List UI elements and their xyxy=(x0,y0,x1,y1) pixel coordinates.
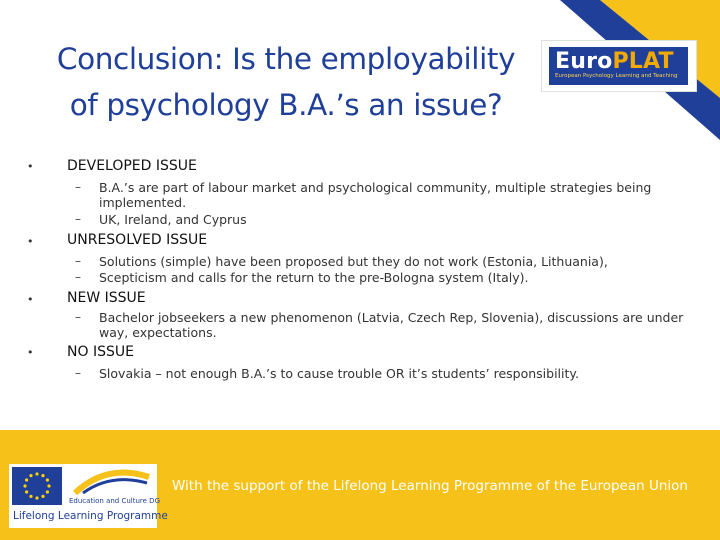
dash-icon: – xyxy=(75,254,81,268)
section-heading-no-issue: NO ISSUE xyxy=(67,344,134,360)
section-item: Slovakia – not enough B.A.’s to cause trouble OR it’s students’ responsibility. xyxy=(99,366,579,381)
bullet-icon: • xyxy=(27,160,34,173)
llp-label: Lifelong Learning Programme xyxy=(13,510,168,522)
section-item: Bachelor jobseekers a new phenomenon (Latvia, Czech Rep, Slovenia), discussions are under way, expectations. xyxy=(99,310,684,340)
bullet-icon: • xyxy=(27,293,34,306)
section-heading-developed: DEVELOPED ISSUE xyxy=(67,158,197,174)
section-heading-new: NEW ISSUE xyxy=(67,290,146,306)
title-line-1: Conclusion: Is the employability xyxy=(56,42,516,76)
logo-euro: Euro xyxy=(555,49,613,74)
title-line-2: of psychology B.A.’s an issue? xyxy=(69,88,503,122)
support-text: With the support of the Lifelong Learning Programme of the European Union xyxy=(172,478,688,494)
logo-plat: PLAT xyxy=(612,49,674,74)
eu-flag-icon xyxy=(12,467,62,505)
section-item: Scepticism and calls for the return to the pre-Bologna system (Italy). xyxy=(99,270,529,285)
dash-icon: – xyxy=(75,366,81,380)
section-item: Solutions (simple) have been proposed but they do not work (Estonia, Lithuania), xyxy=(99,254,608,269)
section-item: UK, Ireland, and Cyprus xyxy=(99,212,247,227)
bullet-icon: • xyxy=(27,235,34,248)
llp-swoosh-icon xyxy=(67,467,155,497)
dash-icon: – xyxy=(75,270,81,284)
dash-icon: – xyxy=(75,310,81,324)
dash-icon: – xyxy=(75,212,81,226)
dash-icon: – xyxy=(75,180,81,194)
bullet-icon: • xyxy=(27,346,34,359)
logo-tagline: European Psychology Learning and Teaching xyxy=(555,73,678,79)
section-heading-unresolved: UNRESOLVED ISSUE xyxy=(67,232,208,248)
section-item: B.A.’s are part of labour market and psychological community, multiple strategies being implemented. xyxy=(99,180,652,210)
eu-caption: Education and Culture DG xyxy=(69,497,160,505)
llp-logo xyxy=(9,464,168,528)
footer-band xyxy=(0,430,720,540)
